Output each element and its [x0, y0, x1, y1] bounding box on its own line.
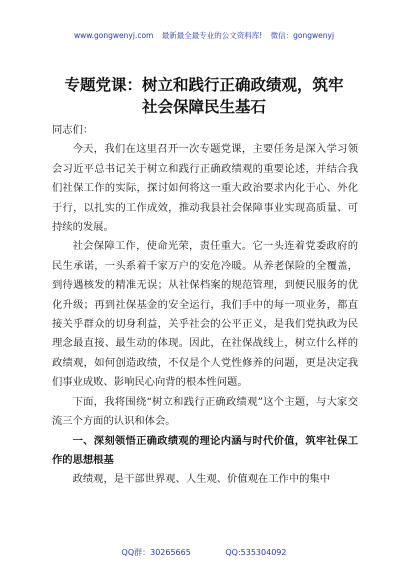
footer-qq-group: QQ群：30265665 [121, 548, 191, 557]
page-footer [0, 547, 408, 558]
paragraph-1: 今天，我们在这里召开一次专题党课，主要任务是深入学习领会习近平总书记关于树立和践行正确政绩观的重要论述，并结合我们社保工作的实际，探讨如何将这一重大政治要求内化于心、外化于行，以扎实的工作成效，推动我县社会保障事业实现高质量、可持续的发展。 [52, 143, 358, 234]
header-site[interactable]: www.gongwenyj.com [73, 31, 154, 40]
paragraph-3: 下面，我将围绕“树立和践行正确政绩观”这个主题，与大家交流三个方面的认识和体会。 [52, 395, 358, 428]
title-line-2: 社会保障民生基石 [141, 98, 266, 116]
salutation: 同志们： [52, 124, 94, 136]
section-heading-1: 一、深刻领悟正确政绩观的理论内涵与时代价值，筑牢社保工作的思想根基 [52, 434, 358, 466]
header-slogan: 最新最全最专业的公文资料库! [161, 31, 263, 40]
document-title [36, 74, 372, 118]
footer-qq: QQ:535304092 [225, 548, 287, 557]
header-wechat: 微信：gongwenyj [270, 31, 335, 40]
paragraph-4: 政绩观，是干部世界观、人生观、价值观在工作中的集中 [72, 473, 331, 486]
paragraph-2: 社会保障工作，使命光荣，责任重大。它一头连着党委政府的民生承诺，一头系着千家万户的安危冷暖。从养老保险的全覆盖，到待遇核发的精准无误；从社保档案的规范管理，到便民服务的优化升级；再到社保基金的安全运行，我们手中的每一项业务，都直接关乎群众的切身利益，关乎社会的公平正义，是我们党执政为民理念最直接、最生动的体现。因此，在社保战线上，树立什么样的政绩观，如何创造政绩，不仅是个人党性修养的问题，更是决定我们事业成败、影响民心向背的根本性问题。 [52, 240, 358, 389]
title-line-1: 专题党课：树立和践行正确政绩观，筑牢 [64, 76, 344, 94]
document-body [52, 121, 358, 490]
page-header [0, 30, 408, 41]
